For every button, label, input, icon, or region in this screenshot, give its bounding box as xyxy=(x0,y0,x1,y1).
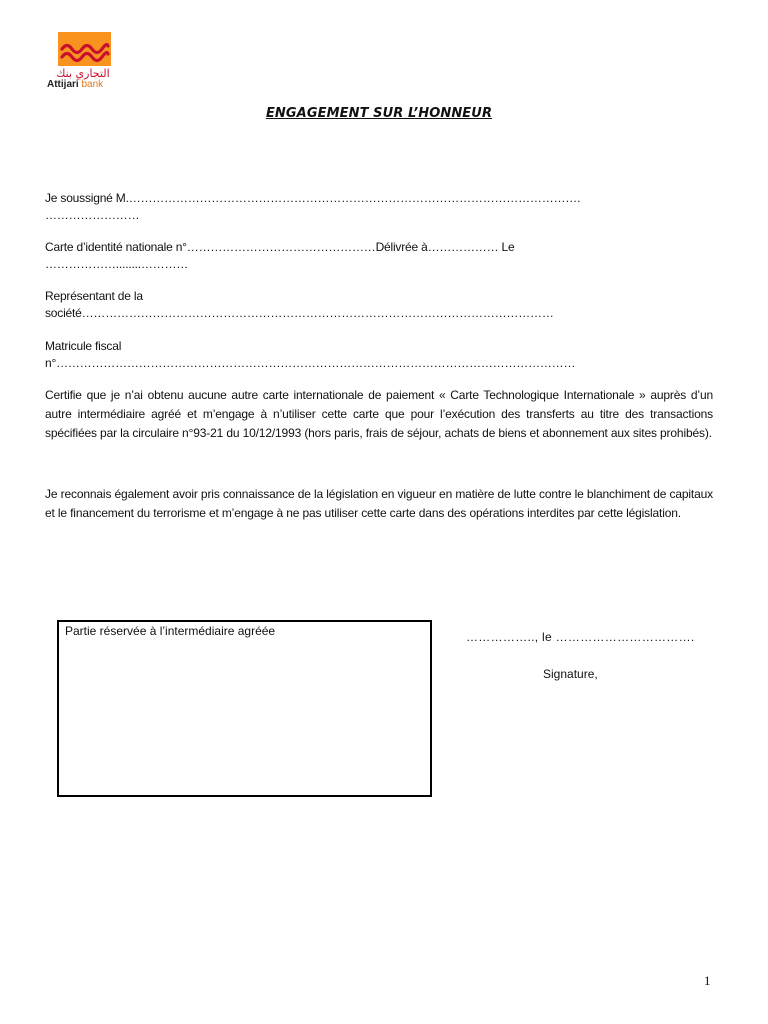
signature-label: Signature, xyxy=(543,667,598,681)
logo-arabic-text: التجاري بنك xyxy=(56,67,110,80)
page-number: 1 xyxy=(704,973,711,988)
logo-latin-name: Attijari xyxy=(47,79,79,90)
tax-id-label: Matricule fiscal xyxy=(45,339,122,353)
document-title: ENGAGEMENT SUR L’HONNEUR xyxy=(265,106,493,121)
reserved-intermediary-box xyxy=(57,620,432,797)
attijari-bank-logo xyxy=(47,32,117,92)
name-field-continuation: …………………… xyxy=(45,208,140,222)
acknowledgement-paragraph: Je reconnais également avoir pris connaissance de la législation en vigueur en matière de lutte contre le blanchiment de capitaux et le financement du terrorisme et m’engage à ne pas utiliser cette carte dans des opérations interdites par cette législation. xyxy=(45,487,713,520)
certification-paragraph: Certifie que je n’ai obtenu aucune autre carte internationale de paiement « Carte Technologique Internationale » auprès d’un autre intermédiaire agréé et m’engage à n’utiliser cette carte que pour l’exécution des transferts au titre des transactions spécifiées par la circulaire n°93-21 du 10/12/1993 (hors paris, frais de séjour, achats de biens et abonnement aux sites prohibés). xyxy=(45,388,713,440)
place-date-line: …………….., le ……………………………. xyxy=(466,630,695,644)
name-field-line: Je soussigné M.……………………………………………………………………………………………………. xyxy=(45,191,581,205)
id-card-field-continuation: ………………........………… xyxy=(45,257,189,271)
reserved-box-label: Partie réservée à l’intermédiaire agréée xyxy=(65,624,276,638)
representative-label: Représentant de la xyxy=(45,289,143,303)
logo-latin-suffix: bank xyxy=(78,79,104,90)
company-field-line: société………………………………………………………………………………………………………… xyxy=(45,306,554,320)
tax-id-field-line: n°…………………………………………………………………………………………………………………… xyxy=(45,356,576,370)
logo-latin-text xyxy=(47,79,103,91)
logo-mark-icon xyxy=(58,32,111,66)
id-card-field-line: Carte d’identité nationale n°…………………………………………Délivrée à……………… Le xyxy=(45,240,515,254)
